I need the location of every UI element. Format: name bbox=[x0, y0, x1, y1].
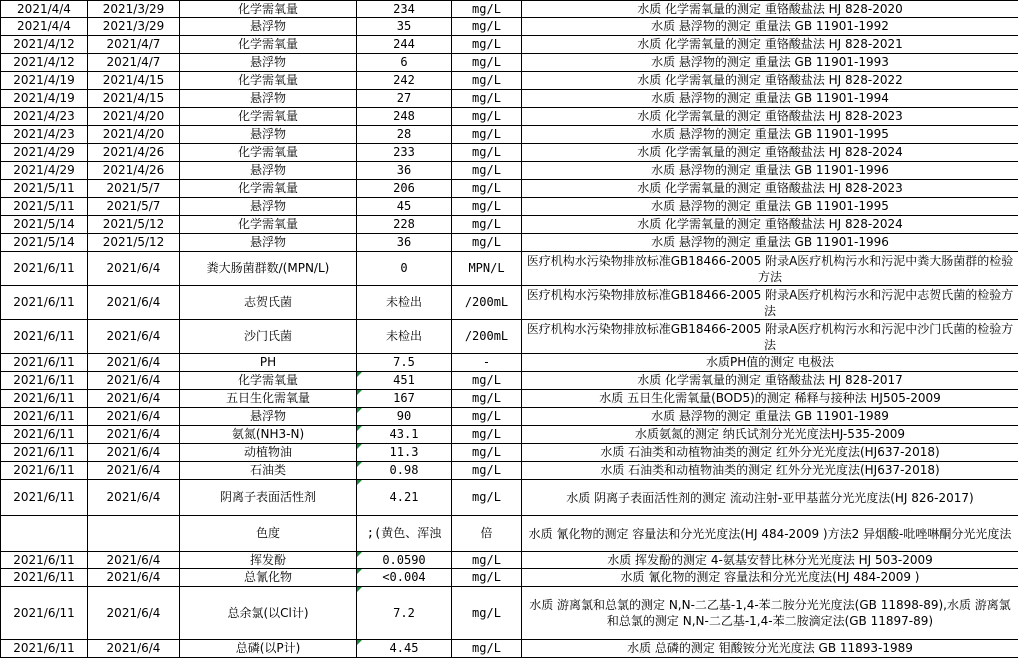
test-method-cell[interactable]: 水质 悬浮物的测定 重量法 GB 11901-1992 bbox=[522, 18, 1018, 36]
result-value-cell[interactable]: 242 bbox=[357, 72, 452, 90]
report-date-cell[interactable]: 2021/6/11 bbox=[1, 408, 88, 426]
test-item-cell[interactable]: 总余氯(以Cl计) bbox=[180, 587, 357, 640]
report-date-cell[interactable]: 2021/4/23 bbox=[1, 126, 88, 144]
unit-cell[interactable]: /200mL bbox=[452, 320, 522, 354]
report-date-cell[interactable]: 2021/6/11 bbox=[1, 444, 88, 462]
table-row bbox=[1, 216, 1018, 234]
test-item-cell[interactable]: 氨氮(NH3-N) bbox=[180, 426, 357, 444]
test-method-cell[interactable]: 医疗机构水污染物排放标准GB18466-2005 附录A医疗机构污水和污泥中沙门氏菌的检验方法 bbox=[522, 320, 1018, 354]
result-value-cell[interactable]: 11.3 bbox=[357, 444, 452, 462]
test-method-cell[interactable]: 水质 石油类和动植物油类的测定 红外分光光度法(HJ637-2018) bbox=[522, 444, 1018, 462]
sample-date-cell[interactable]: 2021/5/7 bbox=[88, 180, 180, 198]
test-method-cell[interactable]: 水质 悬浮物的测定 重量法 GB 11901-1996 bbox=[522, 234, 1018, 252]
report-date-cell[interactable]: 2021/6/11 bbox=[1, 252, 88, 286]
sample-date-cell[interactable]: 2021/3/29 bbox=[88, 1, 180, 18]
test-item-cell[interactable]: 化学需氧量 bbox=[180, 108, 357, 126]
unit-cell[interactable]: mg/L bbox=[452, 198, 522, 216]
test-item-cell[interactable]: 总磷(以P计) bbox=[180, 640, 357, 658]
report-date-cell[interactable]: 2021/5/11 bbox=[1, 198, 88, 216]
report-date-cell[interactable]: 2021/4/12 bbox=[1, 54, 88, 72]
table-row bbox=[1, 462, 1018, 480]
table-row bbox=[1, 480, 1018, 516]
test-item-cell[interactable]: 悬浮物 bbox=[180, 126, 357, 144]
sample-date-cell[interactable]: 2021/6/4 bbox=[88, 462, 180, 480]
report-date-cell[interactable]: 2021/6/11 bbox=[1, 462, 88, 480]
report-date-cell[interactable]: 2021/5/14 bbox=[1, 216, 88, 234]
sample-date-cell[interactable]: 2021/4/7 bbox=[88, 54, 180, 72]
table-row bbox=[1, 426, 1018, 444]
test-method-cell[interactable]: 水质 石油类和动植物油类的测定 红外分光光度法(HJ637-2018) bbox=[522, 462, 1018, 480]
sample-date-cell[interactable]: 2021/6/4 bbox=[88, 552, 180, 569]
unit-cell[interactable]: mg/L bbox=[452, 144, 522, 162]
table-row bbox=[1, 444, 1018, 462]
result-value-cell[interactable]: <0.004 bbox=[357, 569, 452, 587]
unit-cell[interactable]: mg/L bbox=[452, 426, 522, 444]
table-row bbox=[1, 180, 1018, 198]
result-value-cell[interactable]: 248 bbox=[357, 108, 452, 126]
test-item-cell[interactable]: 动植物油 bbox=[180, 444, 357, 462]
unit-cell[interactable]: mg/L bbox=[452, 72, 522, 90]
test-item-cell[interactable]: 粪大肠菌群数/(MPN/L) bbox=[180, 252, 357, 286]
test-method-cell[interactable]: 水质氨氮的测定 纳氏试剂分光光度法HJ-535-2009 bbox=[522, 426, 1018, 444]
result-value-cell[interactable]: 234 bbox=[357, 1, 452, 18]
sample-date-cell[interactable]: 2021/4/15 bbox=[88, 72, 180, 90]
report-date-cell[interactable]: 2021/5/11 bbox=[1, 180, 88, 198]
sample-date-cell[interactable]: 2021/4/26 bbox=[88, 144, 180, 162]
table-row bbox=[1, 90, 1018, 108]
unit-cell[interactable]: 倍 bbox=[452, 516, 522, 552]
table-row bbox=[1, 354, 1018, 372]
table-row bbox=[1, 144, 1018, 162]
table-row bbox=[1, 320, 1018, 354]
sample-date-cell[interactable]: 2021/4/26 bbox=[88, 162, 180, 180]
table-row bbox=[1, 126, 1018, 144]
report-date-cell[interactable]: 2021/6/11 bbox=[1, 552, 88, 569]
result-value-cell[interactable]: 451 bbox=[357, 372, 452, 390]
table-row bbox=[1, 198, 1018, 216]
table-row bbox=[1, 108, 1018, 126]
unit-cell[interactable]: mg/L bbox=[452, 390, 522, 408]
table-row bbox=[1, 587, 1018, 640]
unit-cell[interactable]: mg/L bbox=[452, 569, 522, 587]
unit-cell[interactable]: MPN/L bbox=[452, 252, 522, 286]
test-item-cell[interactable]: 悬浮物 bbox=[180, 90, 357, 108]
sample-date-cell[interactable]: 2021/6/4 bbox=[88, 480, 180, 516]
test-item-cell[interactable]: 色度 bbox=[180, 516, 357, 552]
table-row bbox=[1, 234, 1018, 252]
test-item-cell[interactable]: 化学需氧量 bbox=[180, 180, 357, 198]
table-row bbox=[1, 18, 1018, 36]
test-method-cell[interactable]: 水质 氰化物的测定 容量法和分光光度法(HJ 484-2009 ) bbox=[522, 569, 1018, 587]
unit-cell[interactable]: mg/L bbox=[452, 640, 522, 658]
test-method-cell[interactable]: 水质 化学需氧量的测定 重铬酸盐法 HJ 828-2023 bbox=[522, 108, 1018, 126]
result-value-cell[interactable]: 0 bbox=[357, 252, 452, 286]
test-method-cell[interactable]: 水质 化学需氧量的测定 重铬酸盐法 HJ 828-2024 bbox=[522, 144, 1018, 162]
test-method-cell[interactable]: 水质 化学需氧量的测定 重铬酸盐法 HJ 828-2023 bbox=[522, 180, 1018, 198]
test-item-cell[interactable]: 五日生化需氧量 bbox=[180, 390, 357, 408]
unit-cell[interactable]: mg/L bbox=[452, 36, 522, 54]
unit-cell[interactable]: mg/L bbox=[452, 408, 522, 426]
result-value-cell[interactable]: 228 bbox=[357, 216, 452, 234]
test-item-cell[interactable]: PH bbox=[180, 354, 357, 372]
result-value-cell[interactable]: 0.98 bbox=[357, 462, 452, 480]
test-method-cell[interactable]: 水质 化学需氧量的测定 重铬酸盐法 HJ 828-2017 bbox=[522, 372, 1018, 390]
test-item-cell[interactable]: 总氰化物 bbox=[180, 569, 357, 587]
test-item-cell[interactable]: 悬浮物 bbox=[180, 54, 357, 72]
test-method-cell[interactable]: 水质 总磷的测定 钼酸铵分光光度法 GB 11893-1989 bbox=[522, 640, 1018, 658]
sample-date-cell[interactable]: 2021/6/4 bbox=[88, 320, 180, 354]
report-date-cell[interactable]: 2021/6/11 bbox=[1, 640, 88, 658]
result-value-cell[interactable]: 167 bbox=[357, 390, 452, 408]
table-row bbox=[1, 640, 1018, 658]
test-method-cell[interactable]: 水质 悬浮物的测定 重量法 GB 11901-1994 bbox=[522, 90, 1018, 108]
table-row bbox=[1, 552, 1018, 569]
test-item-cell[interactable]: 悬浮物 bbox=[180, 408, 357, 426]
report-date-cell[interactable]: 2021/6/11 bbox=[1, 426, 88, 444]
test-item-cell[interactable]: 沙门氏菌 bbox=[180, 320, 357, 354]
test-item-cell[interactable]: 化学需氧量 bbox=[180, 372, 357, 390]
report-date-cell[interactable] bbox=[1, 516, 88, 552]
result-value-cell[interactable]: 244 bbox=[357, 36, 452, 54]
test-method-cell[interactable]: 水质 悬浮物的测定 重量法 GB 11901-1989 bbox=[522, 408, 1018, 426]
test-item-cell[interactable]: 悬浮物 bbox=[180, 18, 357, 36]
result-value-cell[interactable]: 36 bbox=[357, 162, 452, 180]
report-date-cell[interactable]: 2021/6/11 bbox=[1, 372, 88, 390]
test-item-cell[interactable]: 挥发酚 bbox=[180, 552, 357, 569]
report-date-cell[interactable]: 2021/6/11 bbox=[1, 587, 88, 640]
report-date-cell[interactable]: 2021/4/29 bbox=[1, 162, 88, 180]
unit-cell[interactable]: mg/L bbox=[452, 444, 522, 462]
unit-cell[interactable]: mg/L bbox=[452, 587, 522, 640]
test-method-cell[interactable]: 医疗机构水污染物排放标准GB18466-2005 附录A医疗机构污水和污泥中粪大肠菌群的检验方法 bbox=[522, 252, 1018, 286]
test-method-cell[interactable]: 水质 悬浮物的测定 重量法 GB 11901-1996 bbox=[522, 162, 1018, 180]
result-value-cell[interactable]: 45 bbox=[357, 198, 452, 216]
unit-cell[interactable]: mg/L bbox=[452, 552, 522, 569]
test-item-cell[interactable]: 志贺氏菌 bbox=[180, 286, 357, 320]
report-date-cell[interactable]: 2021/6/11 bbox=[1, 569, 88, 587]
sample-date-cell[interactable]: 2021/6/4 bbox=[88, 354, 180, 372]
test-method-cell[interactable]: 水质PH值的测定 电极法 bbox=[522, 354, 1018, 372]
sample-date-cell[interactable]: 2021/6/4 bbox=[88, 569, 180, 587]
test-method-cell[interactable]: 水质 阴离子表面活性剂的测定 流动注射-亚甲基蓝分光光度法(HJ 826-2017) bbox=[522, 480, 1018, 516]
sample-date-cell[interactable]: 2021/3/29 bbox=[88, 18, 180, 36]
table-row bbox=[1, 390, 1018, 408]
unit-cell[interactable]: mg/L bbox=[452, 480, 522, 516]
unit-cell[interactable]: mg/L bbox=[452, 108, 522, 126]
result-value-cell[interactable]: 4.21 bbox=[357, 480, 452, 516]
report-date-cell[interactable]: 2021/4/12 bbox=[1, 36, 88, 54]
result-value-cell[interactable]: ;(黄色、浑浊 bbox=[357, 516, 452, 552]
result-value-cell[interactable]: 35 bbox=[357, 18, 452, 36]
sample-date-cell[interactable]: 2021/5/12 bbox=[88, 234, 180, 252]
table-row bbox=[1, 36, 1018, 54]
unit-cell[interactable]: mg/L bbox=[452, 234, 522, 252]
test-item-cell[interactable]: 化学需氧量 bbox=[180, 144, 357, 162]
unit-cell[interactable]: mg/L bbox=[452, 126, 522, 144]
result-value-cell[interactable]: 233 bbox=[357, 144, 452, 162]
result-value-cell[interactable]: 36 bbox=[357, 234, 452, 252]
report-date-cell[interactable]: 2021/6/11 bbox=[1, 480, 88, 516]
unit-cell[interactable]: mg/L bbox=[452, 462, 522, 480]
report-date-cell[interactable]: 2021/4/4 bbox=[1, 18, 88, 36]
test-method-cell[interactable]: 水质 悬浮物的测定 重量法 GB 11901-1995 bbox=[522, 198, 1018, 216]
sample-date-cell[interactable]: 2021/5/7 bbox=[88, 198, 180, 216]
sample-date-cell[interactable]: 2021/6/4 bbox=[88, 444, 180, 462]
result-value-cell[interactable]: 28 bbox=[357, 126, 452, 144]
test-item-cell[interactable]: 化学需氧量 bbox=[180, 72, 357, 90]
result-value-cell[interactable]: 6 bbox=[357, 54, 452, 72]
result-value-cell[interactable]: 43.1 bbox=[357, 426, 452, 444]
test-method-cell[interactable]: 水质 悬浮物的测定 重量法 GB 11901-1993 bbox=[522, 54, 1018, 72]
test-item-cell[interactable]: 悬浮物 bbox=[180, 198, 357, 216]
unit-cell[interactable]: mg/L bbox=[452, 18, 522, 36]
test-method-cell[interactable]: 水质 悬浮物的测定 重量法 GB 11901-1995 bbox=[522, 126, 1018, 144]
sample-date-cell[interactable] bbox=[88, 516, 180, 552]
table-row bbox=[1, 1, 1018, 18]
test-item-cell[interactable]: 化学需氧量 bbox=[180, 36, 357, 54]
test-method-cell[interactable]: 水质 化学需氧量的测定 重铬酸盐法 HJ 828-2020 bbox=[522, 1, 1018, 18]
result-value-cell[interactable]: 0.0590 bbox=[357, 552, 452, 569]
sample-date-cell[interactable]: 2021/6/4 bbox=[88, 426, 180, 444]
table-row bbox=[1, 54, 1018, 72]
sample-date-cell[interactable]: 2021/6/4 bbox=[88, 587, 180, 640]
test-item-cell[interactable]: 悬浮物 bbox=[180, 162, 357, 180]
sample-date-cell[interactable]: 2021/6/4 bbox=[88, 408, 180, 426]
result-value-cell[interactable]: 90 bbox=[357, 408, 452, 426]
test-method-cell[interactable]: 水质 氰化物的测定 容量法和分光光度法(HJ 484-2009 )方法2 异烟酸-吡唑啉酮分光光度法 bbox=[522, 516, 1018, 552]
unit-cell[interactable]: mg/L bbox=[452, 162, 522, 180]
report-date-cell[interactable]: 2021/4/29 bbox=[1, 144, 88, 162]
result-value-cell[interactable]: 7.5 bbox=[357, 354, 452, 372]
test-method-cell[interactable]: 水质 挥发酚的测定 4-氨基安替比林分光光度法 HJ 503-2009 bbox=[522, 552, 1018, 569]
result-value-cell[interactable]: 27 bbox=[357, 90, 452, 108]
test-method-cell[interactable]: 水质 化学需氧量的测定 重铬酸盐法 HJ 828-2024 bbox=[522, 216, 1018, 234]
table-row bbox=[1, 252, 1018, 286]
report-date-cell[interactable]: 2021/4/4 bbox=[1, 1, 88, 18]
unit-cell[interactable]: /200mL bbox=[452, 286, 522, 320]
table-row bbox=[1, 569, 1018, 587]
sample-date-cell[interactable]: 2021/6/4 bbox=[88, 286, 180, 320]
unit-cell[interactable]: mg/L bbox=[452, 90, 522, 108]
sample-date-cell[interactable]: 2021/6/4 bbox=[88, 372, 180, 390]
table-row bbox=[1, 286, 1018, 320]
report-date-cell[interactable]: 2021/4/19 bbox=[1, 90, 88, 108]
test-method-cell[interactable]: 水质 化学需氧量的测定 重铬酸盐法 HJ 828-2022 bbox=[522, 72, 1018, 90]
test-method-cell[interactable]: 水质 化学需氧量的测定 重铬酸盐法 HJ 828-2021 bbox=[522, 36, 1018, 54]
sample-date-cell[interactable]: 2021/6/4 bbox=[88, 252, 180, 286]
result-value-cell[interactable]: 206 bbox=[357, 180, 452, 198]
unit-cell[interactable]: mg/L bbox=[452, 180, 522, 198]
unit-cell[interactable]: mg/L bbox=[452, 1, 522, 18]
test-method-cell[interactable]: 医疗机构水污染物排放标准GB18466-2005 附录A医疗机构污水和污泥中志贺氏菌的检验方法 bbox=[522, 286, 1018, 320]
test-item-cell[interactable]: 悬浮物 bbox=[180, 234, 357, 252]
test-method-cell[interactable]: 水质 游离氯和总氯的测定 N,N-二乙基-1,4-苯二胺分光光度法(GB 11898-89),水质 游离氯和总氯的测定 N,N-二乙基-1,4-苯二胺滴定法(GB 11897-89) bbox=[522, 587, 1018, 640]
unit-cell[interactable]: mg/L bbox=[452, 216, 522, 234]
result-value-cell[interactable]: 未检出 bbox=[357, 320, 452, 354]
report-date-cell[interactable]: 2021/6/11 bbox=[1, 390, 88, 408]
result-value-cell[interactable]: 4.45 bbox=[357, 640, 452, 658]
report-date-cell[interactable]: 2021/6/11 bbox=[1, 320, 88, 354]
sample-date-cell[interactable]: 2021/4/20 bbox=[88, 126, 180, 144]
unit-cell[interactable]: - bbox=[452, 354, 522, 372]
report-date-cell[interactable]: 2021/6/11 bbox=[1, 354, 88, 372]
report-date-cell[interactable]: 2021/6/11 bbox=[1, 286, 88, 320]
report-date-cell[interactable]: 2021/4/23 bbox=[1, 108, 88, 126]
table-row bbox=[1, 162, 1018, 180]
test-item-cell[interactable]: 化学需氧量 bbox=[180, 216, 357, 234]
sample-date-cell[interactable]: 2021/6/4 bbox=[88, 640, 180, 658]
test-item-cell[interactable]: 石油类 bbox=[180, 462, 357, 480]
test-item-cell[interactable]: 阴离子表面活性剂 bbox=[180, 480, 357, 516]
test-item-cell[interactable]: 化学需氧量 bbox=[180, 1, 357, 18]
sample-date-cell[interactable]: 2021/4/7 bbox=[88, 36, 180, 54]
table-row bbox=[1, 516, 1018, 552]
table-row bbox=[1, 408, 1018, 426]
sample-date-cell[interactable]: 2021/4/15 bbox=[88, 90, 180, 108]
test-method-cell[interactable]: 水质 五日生化需氧量(BOD5)的测定 稀释与接种法 HJ505-2009 bbox=[522, 390, 1018, 408]
sample-date-cell[interactable]: 2021/6/4 bbox=[88, 390, 180, 408]
table-row bbox=[1, 72, 1018, 90]
report-date-cell[interactable]: 2021/4/19 bbox=[1, 72, 88, 90]
unit-cell[interactable]: mg/L bbox=[452, 54, 522, 72]
unit-cell[interactable]: mg/L bbox=[452, 372, 522, 390]
sample-date-cell[interactable]: 2021/4/20 bbox=[88, 108, 180, 126]
result-value-cell[interactable]: 未检出 bbox=[357, 286, 452, 320]
table-row bbox=[1, 372, 1018, 390]
sample-date-cell[interactable]: 2021/5/12 bbox=[88, 216, 180, 234]
result-value-cell[interactable]: 7.2 bbox=[357, 587, 452, 640]
report-date-cell[interactable]: 2021/5/14 bbox=[1, 234, 88, 252]
